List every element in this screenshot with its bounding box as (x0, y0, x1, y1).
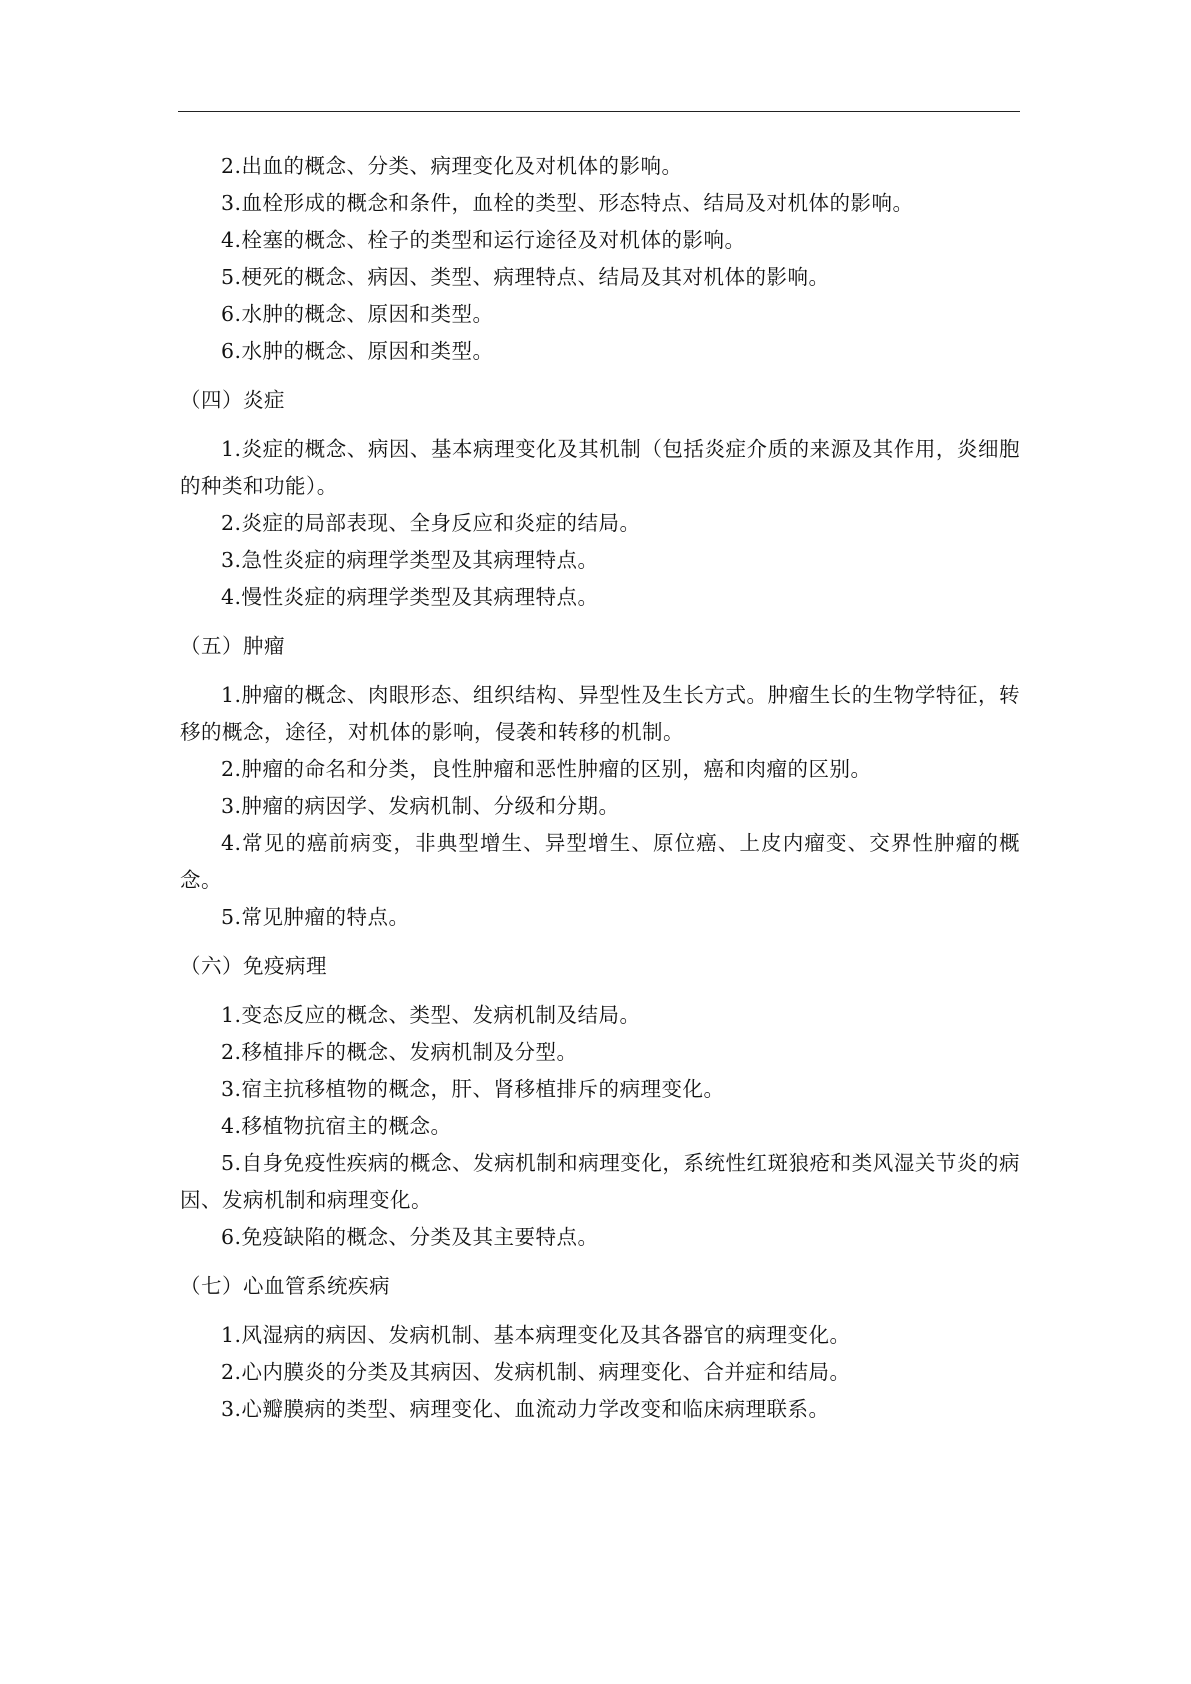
list-item: 4.常见的癌前病变，非典型增生、异型增生、原位癌、上皮内瘤变、交界性肿瘤的概念。 (180, 831, 1020, 892)
page-content (180, 148, 1020, 1428)
list-item: 4.栓塞的概念、栓子的类型和运行途径及对机体的影响。 (221, 228, 746, 252)
list-item: 6.水肿的概念、原因和类型。 (221, 339, 494, 363)
section-heading: （四）炎症 (180, 388, 285, 412)
list-item: 3.血栓形成的概念和条件，血栓的类型、形态特点、结局及对机体的影响。 (221, 191, 914, 215)
list-item: 3.心瓣膜病的类型、病理变化、血流动力学改变和临床病理联系。 (221, 1397, 830, 1421)
list-item: 4.移植物抗宿主的概念。 (221, 1114, 452, 1138)
list-item: 1.风湿病的病因、发病机制、基本病理变化及其各器官的病理变化。 (221, 1323, 851, 1347)
list-item: 5.常见肿瘤的特点。 (221, 905, 410, 929)
section-inflammation (180, 382, 1020, 616)
list-item: 2.移植排斥的概念、发病机制及分型。 (221, 1040, 578, 1064)
list-item: 1.变态反应的概念、类型、发病机制及结局。 (221, 1003, 641, 1027)
list-item: 5.自身免疫性疾病的概念、发病机制和病理变化，系统性红斑狼疮和类风湿关节炎的病因、发病机制和病理变化。 (180, 1151, 1020, 1212)
section-tumor (180, 628, 1020, 936)
list-item: 2.肿瘤的命名和分类，良性肿瘤和恶性肿瘤的区别，癌和肉瘤的区别。 (221, 757, 872, 781)
list-item: 4.慢性炎症的病理学类型及其病理特点。 (221, 585, 599, 609)
section-heading: （五）肿瘤 (180, 634, 285, 658)
list-item: 3.肿瘤的病因学、发病机制、分级和分期。 (221, 794, 620, 818)
list-item: 2.出血的概念、分类、病理变化及对机体的影响。 (221, 154, 683, 178)
list-item: 1.炎症的概念、病因、基本病理变化及其机制（包括炎症介质的来源及其作用，炎细胞的种类和功能）。 (180, 437, 1020, 498)
list-item: 3.急性炎症的病理学类型及其病理特点。 (221, 548, 599, 572)
header-rule (178, 111, 1020, 112)
list-item: 6.免疫缺陷的概念、分类及其主要特点。 (221, 1225, 599, 1249)
section-heading: （七）心血管系统疾病 (180, 1274, 390, 1298)
section-heading: （六）免疫病理 (180, 954, 327, 978)
list-item: 2.心内膜炎的分类及其病因、发病机制、病理变化、合并症和结局。 (221, 1360, 851, 1384)
section-immunopathology (180, 948, 1020, 1256)
list-item: 1.肿瘤的概念、肉眼形态、组织结构、异型性及生长方式。肿瘤生长的生物学特征，转移的概念，途径，对机体的影响，侵袭和转移的机制。 (180, 683, 1020, 744)
list-item: 3.宿主抗移植物的概念，肝、肾移植排斥的病理变化。 (221, 1077, 725, 1101)
list-item: 6.水肿的概念、原因和类型。 (221, 302, 494, 326)
section-cardiovascular (180, 1268, 1020, 1428)
intro-list (180, 148, 1020, 370)
list-item: 5.梗死的概念、病因、类型、病理特点、结局及其对机体的影响。 (221, 265, 830, 289)
list-item: 2.炎症的局部表现、全身反应和炎症的结局。 (221, 511, 641, 535)
